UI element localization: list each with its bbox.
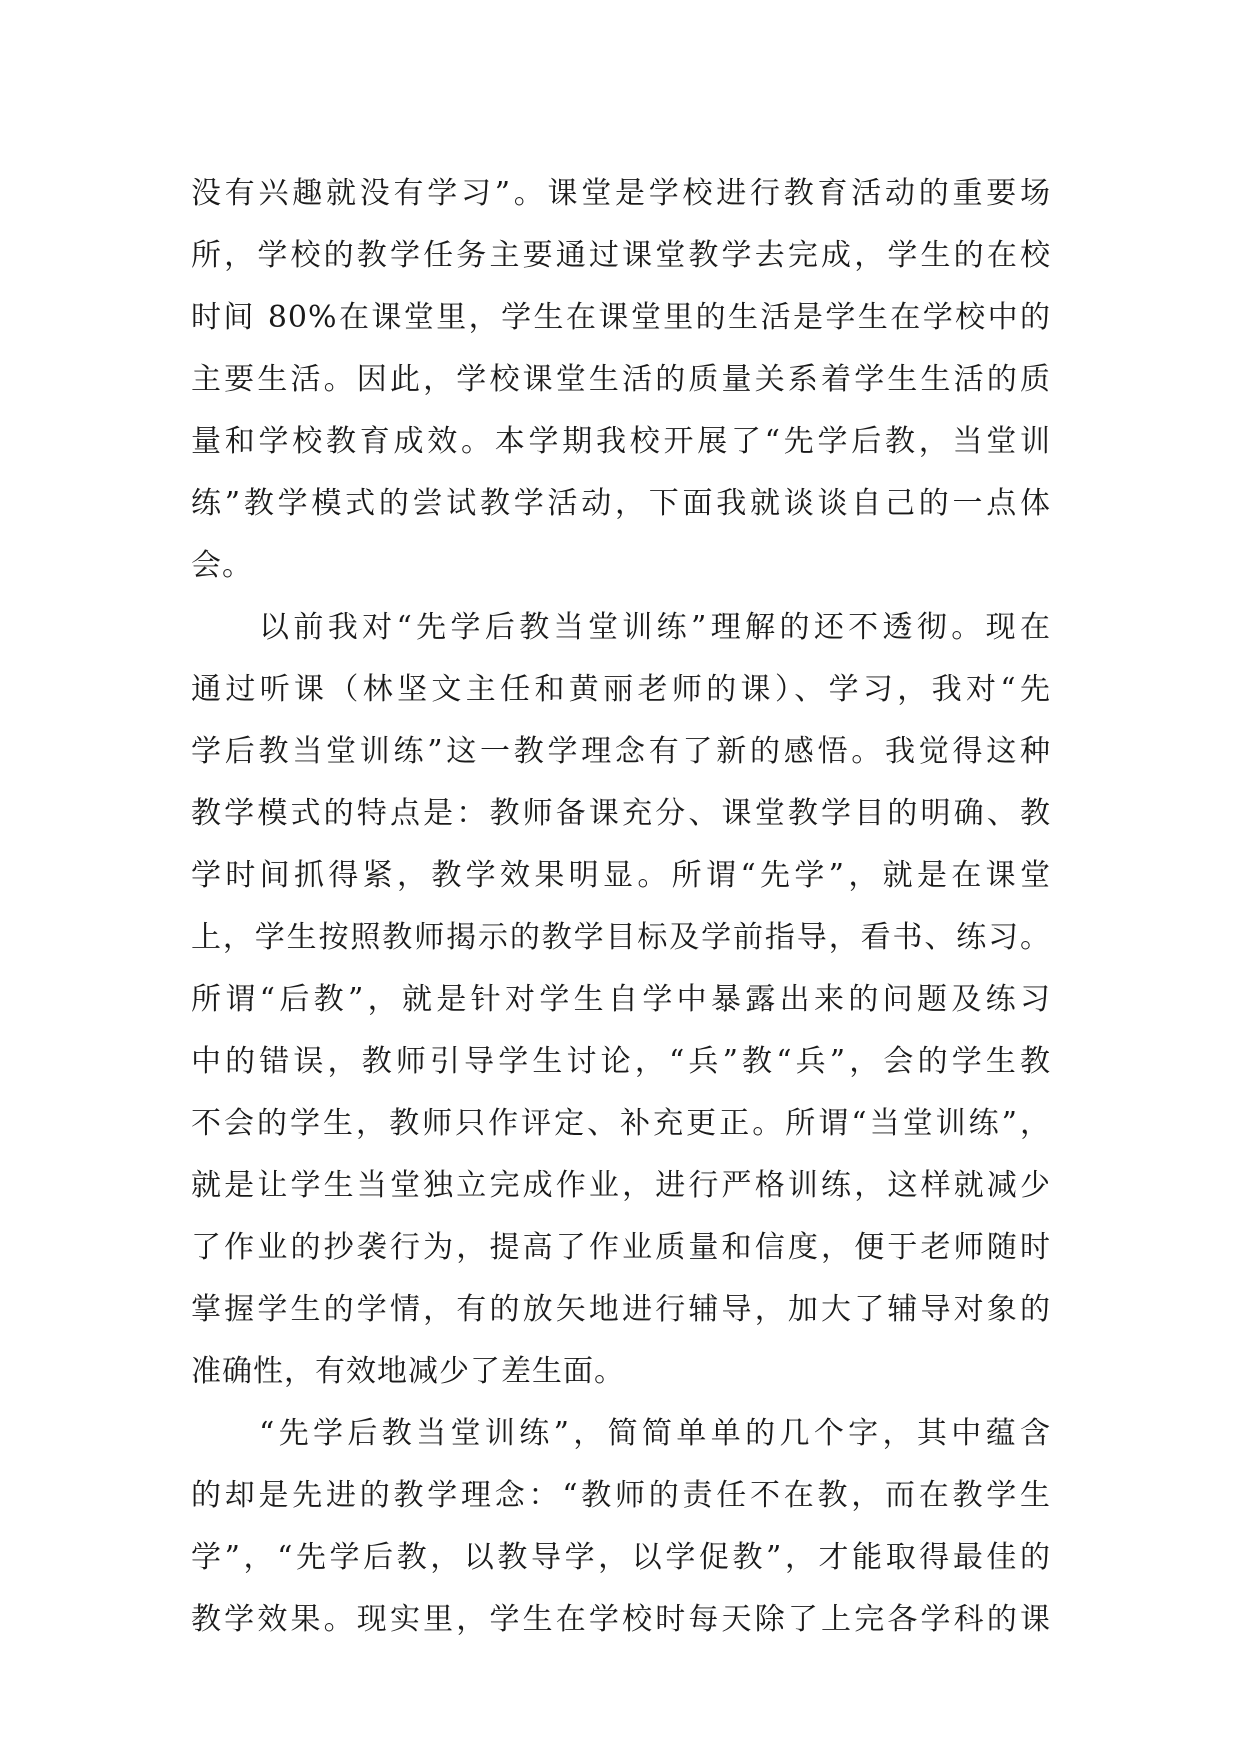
text-line: 教学模式的特点是：教师备课充分、课堂教学目的明确、教 xyxy=(191,796,1051,831)
text-line: 练”教学模式的尝试教学活动，下面我就谈谈自己的一点体 xyxy=(191,486,1051,521)
text-line: 所，学校的教学任务主要通过课堂教学去完成，学生的在校 xyxy=(191,238,1051,273)
document-body xyxy=(191,163,1051,1651)
text-line: 上，学生按照教师揭示的教学目标及学前指导，看书、练习。 xyxy=(191,920,1051,955)
text-line: 通过听课（林坚文主任和黄丽老师的课）、学习，我对“先 xyxy=(191,672,1051,707)
text-line: 教学效果。现实里，学生在学校时每天除了上完各学科的课 xyxy=(191,1602,1051,1637)
paragraph-1 xyxy=(191,163,1051,597)
text-line: 了作业的抄袭行为，提高了作业质量和信度，便于老师随时 xyxy=(191,1230,1051,1265)
text-line: 准确性，有效地减少了差生面。 xyxy=(191,1354,625,1389)
text-line: 量和学校教育成效。本学期我校开展了“先学后教，当堂训 xyxy=(191,424,1051,459)
text-line: 学后教当堂训练”这一教学理念有了新的感悟。我觉得这种 xyxy=(191,734,1051,769)
paragraph-3 xyxy=(191,1403,1051,1651)
text-line: “先学后教当堂训练”，简简单单的几个字，其中蕴含 xyxy=(259,1416,1051,1451)
text-line: 时间 80%在课堂里，学生在课堂里的生活是学生在学校中的 xyxy=(191,300,1051,335)
text-line: 就是让学生当堂独立完成作业，进行严格训练，这样就减少 xyxy=(191,1168,1051,1203)
text-line: 主要生活。因此，学校课堂生活的质量关系着学生生活的质 xyxy=(191,362,1051,397)
text-line: 的却是先进的教学理念：“教师的责任不在教，而在教学生 xyxy=(191,1478,1051,1513)
text-line: 中的错误，教师引导学生讨论，“兵”教“兵”，会的学生教 xyxy=(191,1044,1051,1079)
text-line: 学时间抓得紧，教学效果明显。所谓“先学”，就是在课堂 xyxy=(191,858,1051,893)
text-line: 不会的学生，教师只作评定、补充更正。所谓“当堂训练”， xyxy=(191,1106,1051,1141)
text-line: 掌握学生的学情，有的放矢地进行辅导，加大了辅导对象的 xyxy=(191,1292,1051,1327)
text-line: 没有兴趣就没有学习”。课堂是学校进行教育活动的重要场 xyxy=(191,176,1051,211)
text-line: 学”，“先学后教，以教导学，以学促教”，才能取得最佳的 xyxy=(191,1540,1051,1575)
text-line: 所谓“后教”，就是针对学生自学中暴露出来的问题及练习 xyxy=(191,982,1051,1017)
text-line: 以前我对“先学后教当堂训练”理解的还不透彻。现在 xyxy=(259,610,1051,645)
text-line: 会。 xyxy=(191,548,253,583)
paragraph-2 xyxy=(191,597,1051,1403)
